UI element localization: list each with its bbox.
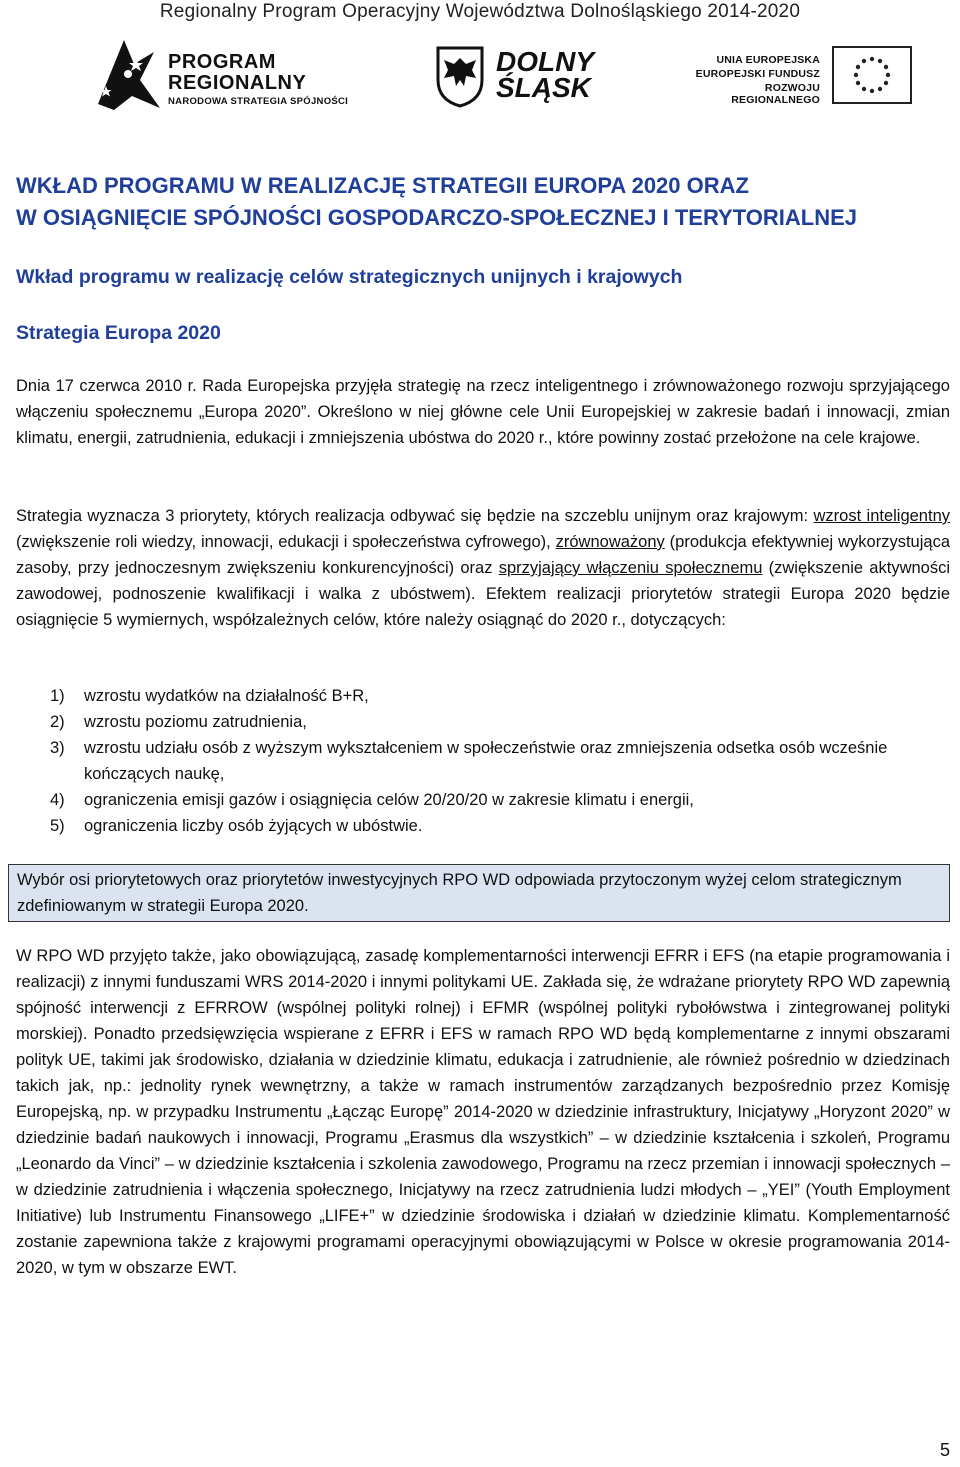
list-item-number: 2) (50, 713, 65, 731)
list-item-text: ograniczenia liczby osób żyjących w ubóstwie. (84, 817, 423, 835)
program-logo-line1: PROGRAM (168, 51, 276, 73)
priorities-text-1: Strategia wyznacza 3 priorytety, których realizacja odbywać się będzie na szczeblu unijnym oraz krajowym: (16, 507, 814, 525)
dolny-slask-logo (436, 34, 626, 114)
list-item-text: ograniczenia emisji gazów i osiągnięcia celów 20/20/20 w zakresie klimatu i energii, (84, 791, 694, 809)
dolny-slask-line2: ŚLĄSK (496, 72, 591, 103)
priorities-text-2: (zwiększenie roli wiedzy, innowacji, edukacji i społeczeństwa cyfrowego), (16, 533, 556, 551)
priority-inclusive: sprzyjający włączeniu społecznemu (498, 559, 763, 577)
priority-sustainable: zrównoważony (555, 533, 665, 551)
list-item-text: wzrostu poziomu zatrudnienia, (84, 713, 307, 731)
list-item-number: 5) (50, 817, 65, 835)
running-header: Regionalny Program Operacyjny Województwa Dolnośląskiego 2014-2020 (159, 1, 801, 22)
paragraph-intro: Dnia 17 czerwca 2010 r. Rada Europejska przyjęła strategię na rzecz inteligentnego i zrównoważonego rozwoju sprzyjającego włączeniu społecznemu „Europa 2020”. Określono w niej główne cele Unii Europejskiej w zakresie badań i innowacji, zmian klimatu, energii, zatrudnienia, edukacji i zmniejszenia ubóstwa do 2020 r., które powinny zostać przełożone na cele krajowe. (16, 377, 950, 447)
list-item (16, 683, 950, 709)
ue-logo-line2: EUROPEJSKI FUNDUSZ (695, 68, 820, 80)
page-number: 5 (939, 1440, 950, 1460)
list-item-text: wzrostu wydatków na działalność B+R, (84, 687, 369, 705)
list-item (16, 735, 950, 787)
list-item (16, 709, 950, 735)
eu-flag-icon (832, 46, 912, 104)
ue-logo-line1: UNIA EUROPEJSKA (716, 54, 820, 66)
priorities-text-3: (produkcja efektywniej wykorzystująca zasoby, przy jednoczesnym zwiększeniu konkurencyjności) oraz (16, 533, 950, 577)
program-logo-line3: NARODOWA STRATEGIA SPÓJNOŚCI (168, 96, 349, 107)
highlight-box: Wybór osi priorytetowych oraz priorytetów inwestycyjnych RPO WD odpowiada przytoczonym wyżej celom strategicznym zdefiniowanym w strategii Europa 2020. (8, 864, 950, 922)
priorities-text-4: (zwiększenie aktywności zawodowej, podnoszenie kwalifikacji i walka z ubóstwem). Efektem realizacji priorytetów strategii Europa 2020 będzie osiągnięcie 5 wymiernych, współzależnych celów, które należy osiągnąć do 2020 r., dotyczących: (16, 559, 950, 629)
program-logo-line2: REGIONALNY (168, 72, 307, 94)
document-title (16, 170, 857, 234)
program-regionalny-emblem-icon (94, 34, 166, 112)
paragraph-priorities (16, 503, 950, 633)
dolny-slask-line1: DOLNY (496, 46, 594, 77)
list-item-number: 4) (50, 791, 65, 809)
document-title-line1: WKŁAD PROGRAMU W REALIZACJĘ STRATEGII EUROPA 2020 ORAZ (16, 173, 749, 198)
program-regionalny-logo (94, 34, 374, 114)
logo-bar (0, 34, 960, 114)
list-item-number: 3) (50, 739, 65, 757)
list-item-text: wzrostu udziału osób z wyższym wykształceniem w społeczeństwie oraz zmniejszenia odsetka osób wcześnie kończących naukę, (84, 739, 888, 783)
ue-logo-line3: ROZWOJU REGIONALNEGO (731, 82, 820, 106)
unia-europejska-logo (680, 34, 940, 114)
paragraph-complementarity: W RPO WD przyjęto także, jako obowiązującą, zasadę komplementarności interwencji EFRR i EFS (na etapie programowania i realizacji) z innymi funduszami WRS 2014-2020 i innymi politykami UE. Zakłada się, że wdrażane priorytety RPO WD zapewnią spójność interwencji z EFRROW (wspólnej polityki rolnej) i EFMR (wspólnej polityki rybołówstwa i zintegrowanej polityki morskiej). Ponadto przedsięwzięcia wspierane z EFRR i EFS w ramach RPO WD będą komplementarne z innymi obszarami polityk UE, takimi jak środowisko, działania w dziedzinie klimatu, edukacja i zatrudnienie, ale również pośrednio w dziedzinach takich jak, np.: jednolity rynek wewnętrzny, a także w ramach instrumentów zarządzanych bezpośrednio przez Komisję Europejską, np. w przypadku Instrumentu „Łącząc Europę” 2014-2020 w dziedzinie infrastruktury, Inicjatywy „Horyzont 2020” w dziedzinie badań naukowych i innowacji, Programu „Erasmus dla wszystkich” – w dziedzinie kształcenia i szkoleń, Programu „Leonardo da Vinci” – w dziedzinie kształcenia i szkolenia zawodowego, Programu na rzecz przemian i innowacji społecznych – w dziedzinie zatrudnienia i włączenia społecznego, Inicjatywy na rzecz zatrudnienia ludzi młodych – „YEI” (Youth Employment Initiative) lub Instrumentu Finansowego „LIFE+” w dziedzinie środowiska i działań w dziedzinie klimatu. Komplementarność zostanie zapewniona także z krajowymi programami operacyjnymi obowiązującymi w Polsce w okresie programowania 2014-2020, w tym w obszarze EWT. (16, 947, 950, 1277)
list-item (16, 787, 950, 813)
list-item-number: 1) (50, 687, 65, 705)
goals-list (16, 683, 950, 839)
section-heading: Strategia Europa 2020 (16, 322, 221, 344)
document-title-line2: W OSIĄGNIĘCIE SPÓJNOŚCI GOSPODARCZO-SPOŁECZNEJ I TERYTORIALNEJ (16, 205, 857, 230)
list-item (16, 813, 950, 839)
priority-smart-growth: wzrost inteligentny (813, 507, 950, 525)
subheading: Wkład programu w realizację celów strategicznych unijnych i krajowych (16, 266, 683, 288)
eagle-coat-of-arms-icon (436, 46, 484, 108)
